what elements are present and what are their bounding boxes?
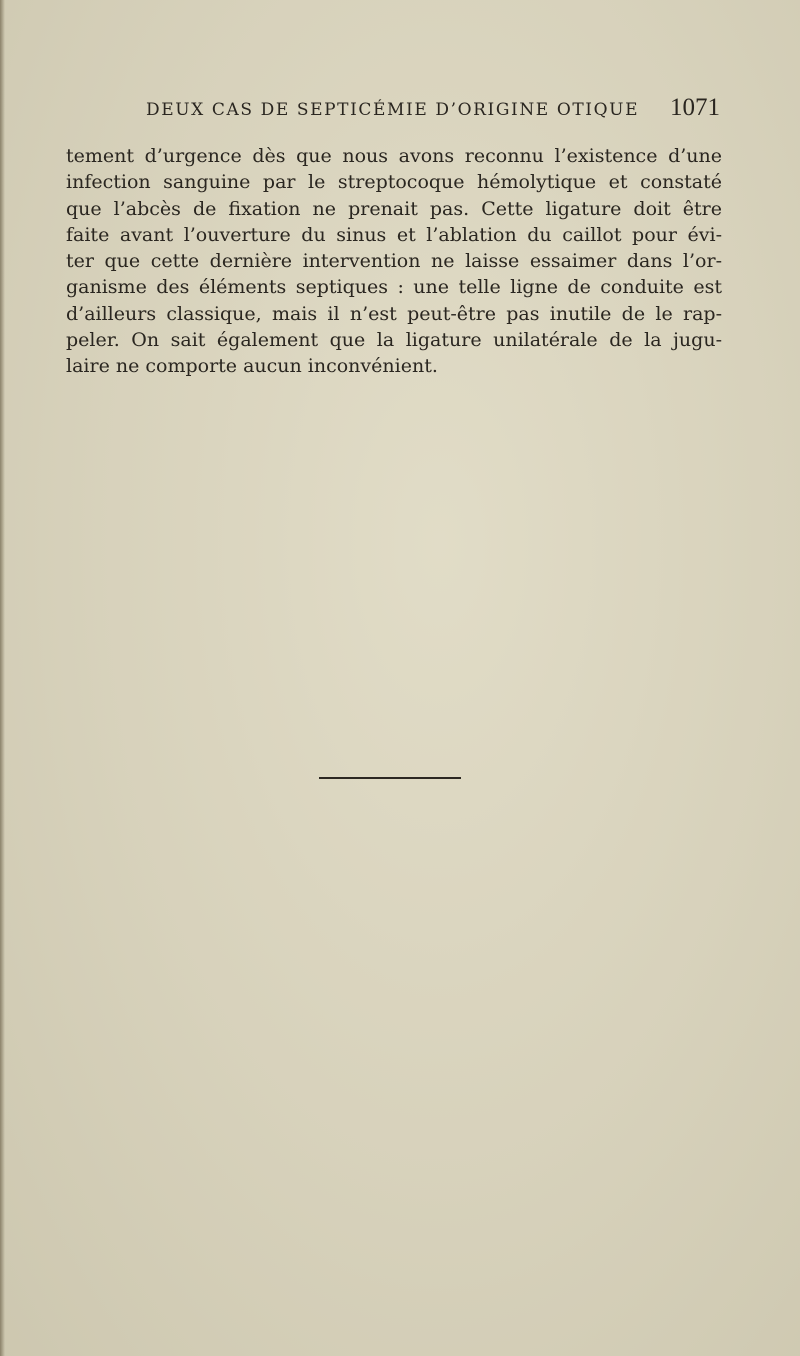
text-line: ter que cette dernière intervention ne laisse essaimer dans l’or-: [66, 250, 722, 273]
running-title: DEUX CAS DE SEPTICÉMIE D’ORIGINE OTIQUE: [146, 100, 640, 120]
text-line: d’ailleurs classique, mais il n’est peut-être pas inutile de le rap-: [66, 302, 722, 325]
running-head: [146, 94, 720, 128]
text-line: peler. On sait également que la ligature unilatérale de la jugu-: [66, 329, 722, 352]
text-line: faite avant l’ouverture du sinus et l’ablation du caillot pour évi-: [66, 223, 722, 246]
page-number: 1071: [670, 94, 720, 121]
body-paragraph: [66, 143, 722, 380]
text-line: laire ne comporte aucun inconvénient.: [66, 355, 438, 378]
section-end-rule: [319, 777, 461, 779]
text-line: ganisme des éléments septiques : une telle ligne de conduite est: [66, 276, 722, 299]
text-line: infection sanguine par le streptocoque hémolytique et constaté: [66, 171, 722, 194]
page-binding-edge: [0, 0, 5, 1356]
text-line: que l’abcès de fixation ne prenait pas. Cette ligature doit être: [66, 197, 722, 220]
text-line: tement d’urgence dès que nous avons reconnu l’existence d’une: [66, 145, 722, 167]
